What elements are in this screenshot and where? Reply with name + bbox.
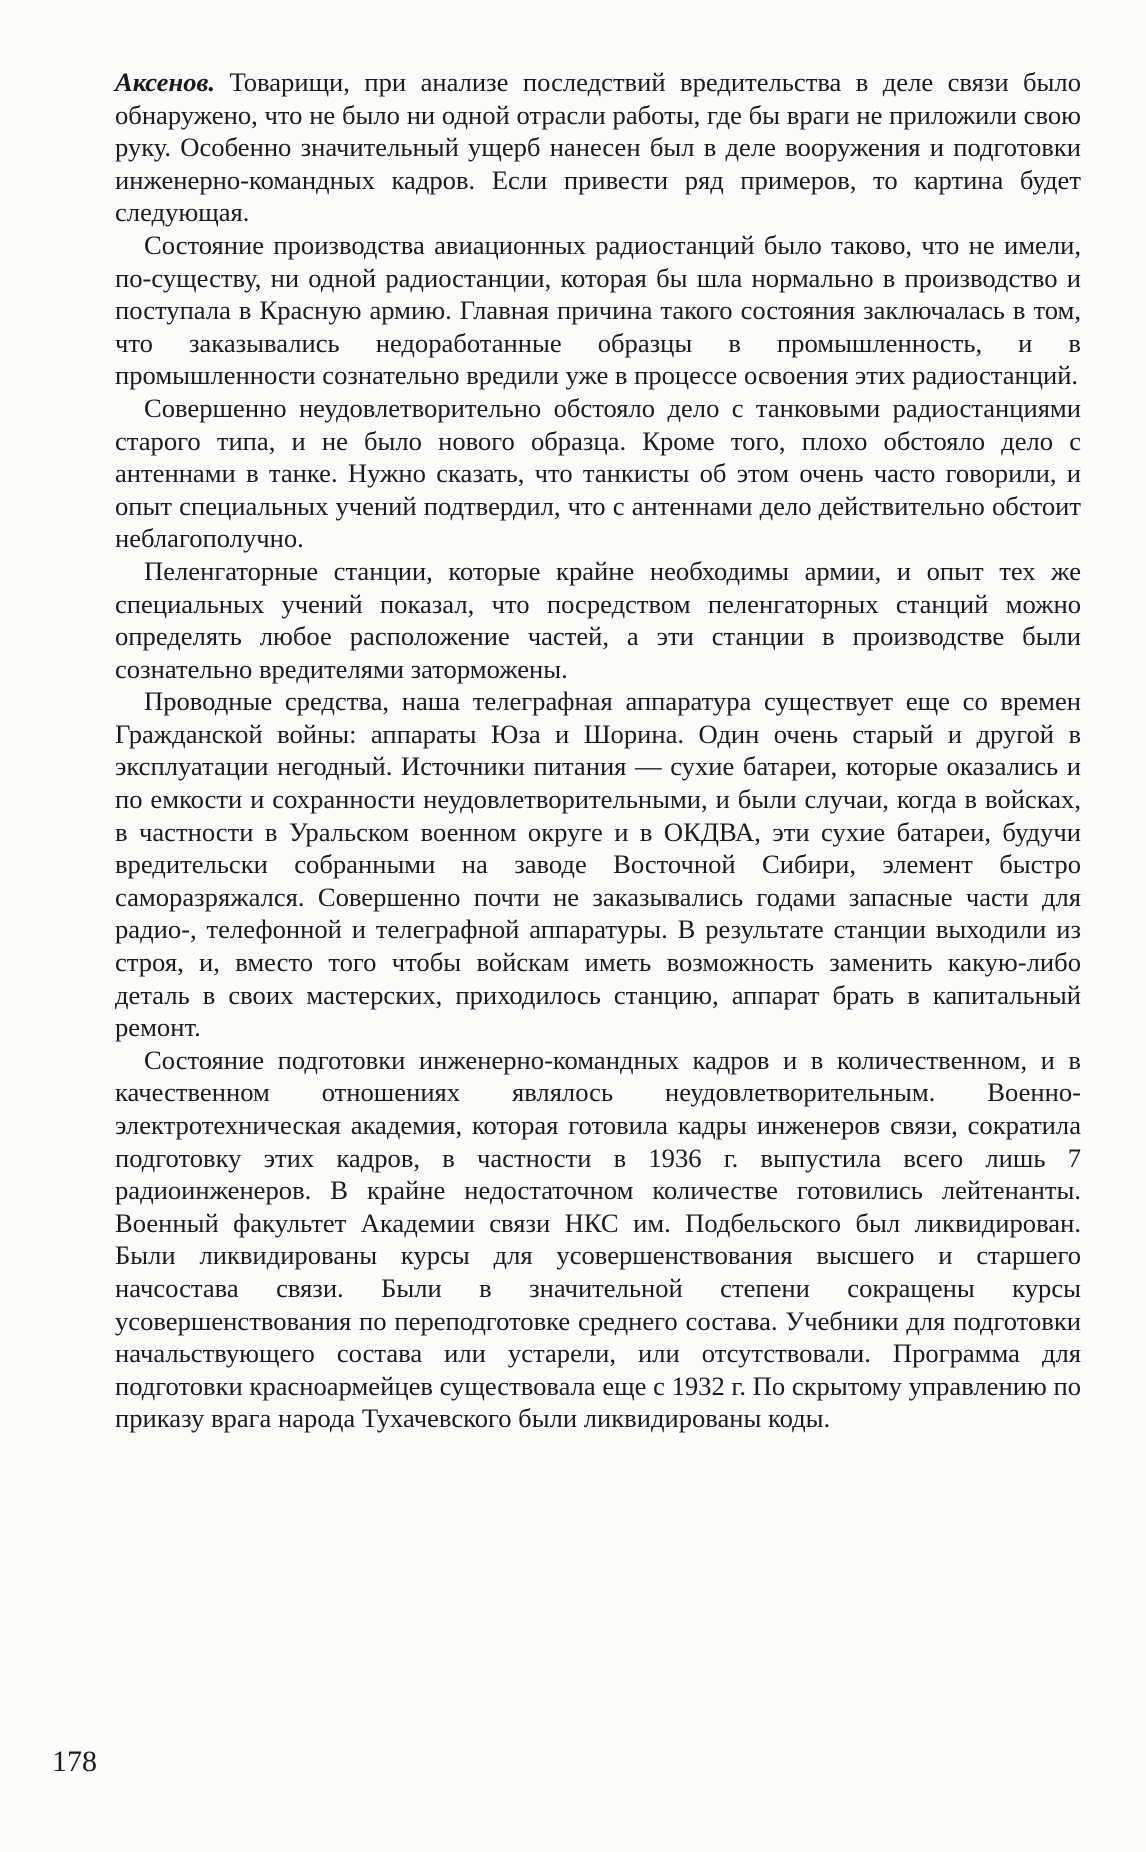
paragraph-6: Состояние подготовки инженерно-командных кадров и в количественном, и в качественном отношениях являлось неудовлетворительным. Военно-электротехническая академия, которая готовила кадры инженеров связи, сократила подготовку этих кадров, в частности в 1936 г. выпустила всего лишь 7 радиоинженеров. В крайне недостаточном количестве готовились лейтенанты. Военный факультет Академии связи НКС им. Подбельского был ликвидирован. Были ликвидированы курсы для усовершенствования высшего и старшего начсостава связи. Были в значительной степени сокращены курсы усовершенствования по переподготовке среднего состава. Учебники для подготовки начальствующего состава или устарели, или отсутствовали. Программа для подготовки красноармейцев существовала еще с 1932 г. По скрытому управлению по приказу врага народа Тухачевского были ликвидированы коды.	[115, 1044, 1081, 1434]
paragraph-4: Пеленгаторные станции, которые крайне необходимы армии, и опыт тех же специальных учений показал, что посредством пеленгаторных станций можно определять любое расположение частей, а эти станции в производстве были сознательно вредителями заторможены.	[115, 555, 1081, 684]
paragraph-1	[115, 66, 1081, 229]
body-text	[115, 66, 1081, 1435]
paragraph-1-text: Товарищи, при анализе последствий вредительства в деле связи было обнаружено, что не было ни одной отрасли работы, где бы враги не приложили свою руку. Особенно значительный ущерб нанесен был в деле вооружения и подготовки инженерно-командных кадров. Если привести ряд примеров, то картина будет следующая.	[115, 67, 1081, 228]
paragraph-3: Совершенно неудовлетворительно обстояло дело с танковыми радиостанциями старого типа, и не было нового образца. Кроме того, плохо обстояло дело с антеннами в танке. Нужно сказать, что танкисты об этом очень часто говорили, и опыт специальных учений подтвердил, что с антеннами дело действительно обстоит неблагополучно.	[115, 392, 1081, 554]
page-number: 178	[52, 1745, 97, 1778]
speaker-name: Аксенов.	[115, 67, 216, 97]
paragraph-2: Состояние производства авиационных радиостанций было таково, что не имели, по-существу, ни одной радиостанции, которая бы шла нормально в производство и поступала в Красную армию. Главная причина такого состояния заключалась в том, что заказывались недоработанные образцы в промышленность, и в промышленности сознательно вредили уже в процессе освоения этих радиостанций.	[115, 229, 1081, 391]
paragraph-5: Проводные средства, наша телеграфная аппаратура существует еще со времен Гражданской войны: аппараты Юза и Шорина. Один очень старый и другой в эксплуатации негодный. Источники питания — сухие батареи, которые оказались и по емкости и сохранности неудовлетворительными, и были случаи, когда в войсках, в частности в Уральском военном округе и в ОКДВА, эти сухие батареи, будучи вредительски собранными на заводе Восточной Сибири, элемент быстро саморазряжался. Совершенно почти не заказывались годами запасные части для радио-, телефонной и телеграфной аппаратуры. В результате станции выходили из строя, и, вместо того чтобы войскам иметь возможность заменить какую-либо деталь в своих мастерских, приходилось станцию, аппарат брать в капитальный ремонт.	[115, 686, 1081, 1043]
